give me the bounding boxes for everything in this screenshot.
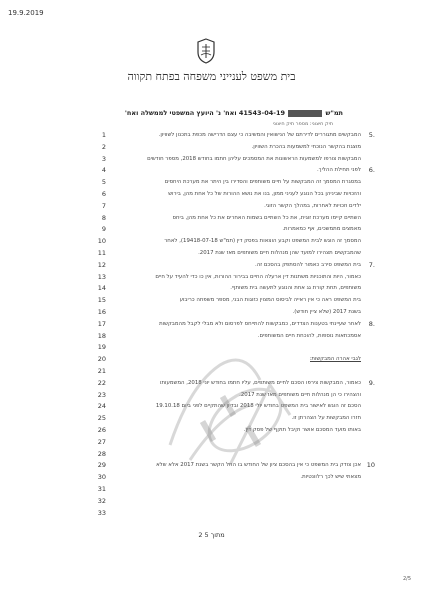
case-sub-line: תיק חיצוני: מספר תיק חיצוני — [272, 121, 333, 127]
line-number: 22 — [97, 378, 106, 387]
page-counter: 2/5 — [402, 576, 411, 582]
text-line: כאמור, המבקשות צירפו הסכם לחיים משותפים, עליו חתמו בחודש יוני 2018, המשמעותו — [160, 379, 361, 386]
section-number: 9. — [368, 378, 375, 387]
line-number: 14 — [97, 284, 106, 293]
line-number: 16 — [97, 308, 106, 316]
text-line: חזרו המבקשות על הצהרתן זו. — [291, 415, 361, 422]
text-line: ילדים וזכויות לאחרות, במהלך הקשר הזוגי. — [264, 202, 361, 209]
section-number: 8. — [368, 319, 375, 328]
line-number: 3 — [101, 154, 106, 163]
redacted-name — [288, 110, 322, 117]
state-emblem-icon — [196, 38, 216, 64]
line-number: 2 — [101, 142, 106, 151]
print-date: 19.9.2019 — [8, 9, 44, 17]
line-number: 10 — [97, 237, 106, 246]
line-number: 29 — [97, 461, 106, 470]
line-number: 13 — [97, 272, 106, 281]
case-header — [125, 109, 343, 117]
line-number: 21 — [97, 367, 106, 375]
line-number: 5 — [101, 178, 106, 187]
text-line: המבקשים מתגוררים לדירתם של הנישואין והמשיבה כי עצם הדרישה מכפת בתכנון לשוויון. — [158, 132, 361, 138]
watermark-stamp — [150, 325, 310, 475]
text-line: מצאתי שיש לכך רלוונטיות. — [300, 474, 361, 481]
line-number: 1 — [101, 131, 106, 139]
case-parties: ואח' נ' היועץ המשפטי לממשלה ואח' — [124, 109, 237, 117]
text-line: אסמכתאות נוספות, להוכחת חיים המשותפים. — [257, 332, 361, 339]
text-line: באותו מועד המסכם אושר וקיבל תוקף של פסק דין. — [243, 427, 361, 433]
text-line: אכן צודק בית המשפט כי אין בהסכם ציון של החודש בו החל הקשר בשנת 2017 אלא שלא — [156, 462, 361, 469]
court-name: בית משפט לענייני משפחה בפתח תקווה — [127, 70, 296, 83]
text-line: במסגרת המסמך זה המבקשות על חיים משותפים והסדירו בין היתר את מערכת היחסים — [164, 179, 361, 186]
section-number: 5. — [368, 131, 375, 139]
text-line: שהמבקשים תצהירו למועד שהן מנהלות חיים משותפים מאז שנת 2017. — [198, 250, 361, 256]
line-number: 30 — [97, 473, 106, 482]
text-line: כאמור, היות והתוכניות משתנות דין ארעלה החיים בבירור ההורות, אין כו כדי להעיד על חיים — [155, 273, 361, 280]
page-footer: 2 מתוך 5 — [198, 531, 225, 539]
text-line: והצהירו כי הן מנהלות חיים משותפים מאז שנת 2017. — [239, 391, 361, 398]
line-number: 25 — [97, 414, 106, 423]
line-number: 8 — [101, 213, 106, 222]
case-prefix: תמ"ש — [325, 109, 343, 117]
line-number: 28 — [97, 449, 106, 458]
text-line: והזכויות שביניהן בכל הנוגע לעניני ממון, בנו את נושא ההורות של כל אחת מהן, בירוש — [168, 191, 361, 197]
text-line: בשנת 2017 (שלא ציין חודש). — [292, 309, 361, 315]
line-number: 18 — [97, 331, 106, 340]
line-number: 33 — [97, 508, 106, 517]
line-number: 27 — [97, 437, 106, 446]
text-line: מוצגת בהקשר הנוכחי למשמעות בהכרת השוויון. — [251, 143, 361, 150]
line-number: 32 — [97, 496, 106, 505]
line-number: 24 — [97, 402, 106, 411]
line-number: 31 — [97, 485, 106, 493]
text-line: משותפים, תחת קורת גג אחת והנוגע לתעשה בית משותף. — [230, 285, 361, 292]
text-line: לפני תחילת ההליך. — [316, 167, 361, 174]
text-line: בית המשפט סירב כאמור להסתפק בהסכם זה. — [255, 261, 361, 268]
text-line: לאחר שעיינתי בטענות הצדדים, כמבקשות להתייחס לפרסום ולא מבלי לקבל מהמבקשות — [159, 320, 361, 327]
line-number: 19 — [97, 343, 106, 352]
line-number: 26 — [97, 426, 106, 434]
section-number: 7. — [368, 260, 375, 269]
line-number: 17 — [97, 319, 106, 328]
text-line: בית המשפט ראה כי אין ראייה לביסוס המצוין כזוגות הבני, מספר משפחה כריבוע — [179, 297, 361, 304]
section-number: 10 — [366, 461, 375, 470]
line-number: 9 — [101, 225, 106, 234]
line-number: 23 — [97, 390, 106, 399]
case-number: 41543-04-19 — [238, 109, 285, 117]
line-number: 15 — [97, 296, 106, 305]
line-number: 12 — [97, 260, 106, 269]
line-number: 6 — [101, 190, 106, 198]
text-line: המבקשות צורפו למשמעות הראשונות את המסמכים עליהן חתמו בחודש 2018, מספר חודשים — [147, 155, 361, 162]
text-line: המסמך זה הוגש לבית המשפט וקבע הוצאות בפסק דין (תמ"ש 19418-07-18), לאחר — [164, 238, 361, 245]
section-number: 6. — [368, 166, 375, 175]
line-number: 20 — [97, 355, 106, 364]
text-line: הסכם זה הוגש לאישור בית המשפט בחודש יולי 2018 ובדיון שהתקיים לפני ביום 19.10.18 — [155, 403, 361, 410]
text-line: מאמצים מתמשכים, אף כמאמרות. — [282, 226, 361, 233]
line-number: 4 — [101, 166, 106, 175]
text-line: לגבי אהרה המבקשות: — [309, 356, 361, 363]
line-number: 11 — [97, 249, 106, 257]
text-line: השתיים קיימו מערכת זוגית, את כל השתיים בשמות האחרים את כל אחת מהן, ביחס — [172, 214, 361, 221]
line-number: 7 — [101, 201, 106, 210]
